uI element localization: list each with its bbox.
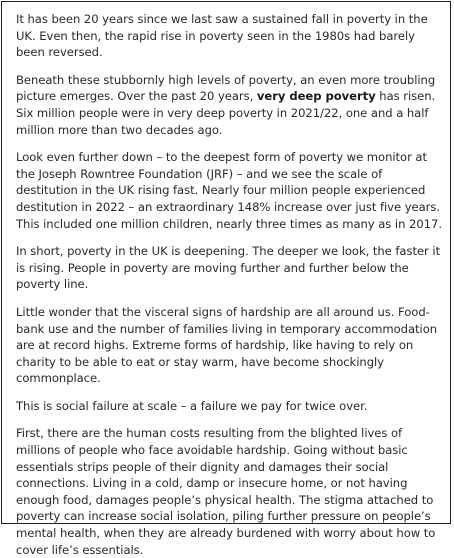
paragraph-signs-of-hardship: Little wonder that the visceral signs of hardship are all around us. Food-bank use and the number of families living in temporary accommodation are at record highs. Extreme forms of hardship, like having to rely on charity to be able to eat or stay warm, have become shockingly commonplace. (16, 304, 438, 386)
paragraph-very-deep-poverty (16, 72, 446, 138)
document-body (16, 11, 446, 558)
paragraph-destitution: Look even further down – to the deepest form of poverty we monitor at the Joseph Rowntree Foundation (JRF) – and we see the scale of destitution in the UK rising fast. Nearly four million people experienced destitution in 2022 – an extraordinary 148% increase over just five years. This included one million children, nearly three times as many as in 2017. (16, 150, 442, 231)
paragraph-social-failure: This is social failure at scale – a failure we pay for twice over. (16, 398, 368, 413)
document-frame (1, 1, 451, 557)
emphasis-very-deep-poverty: very deep poverty (256, 89, 376, 104)
paragraph-no-sustained-fall: It has been 20 years since we last saw a sustained fall in poverty in the UK. Even then, the rapid rise in poverty seen in the 1980s had barely been reversed. (16, 12, 428, 60)
paragraph-poverty-deepening: In short, poverty in the UK is deepening. The deeper we look, the faster it is rising. People in poverty are moving further and further below the poverty line. (16, 244, 441, 292)
paragraph-text: has risen. Six million people were in very deep poverty in 2021/22, one and a half million more than two decades ago. (16, 89, 436, 137)
paragraph-text: Beneath these stubbornly high levels of poverty, an even more troubling picture emerges. Over the past 20 years, (16, 72, 436, 104)
paragraph-human-costs: First, there are the human costs resulting from the blighted lives of millions of people who face avoidable hardship. Going without basic essentials strips people of their dignity and damages their social connections. Living in a cold, damp or insecure home, or not having enough food, damages people’s physical health. The stigma attached to poverty can increase social isolation, piling further pressure on people’s mental health, when they are already burdened with worry about how to cover life’s essentials. (16, 426, 436, 557)
